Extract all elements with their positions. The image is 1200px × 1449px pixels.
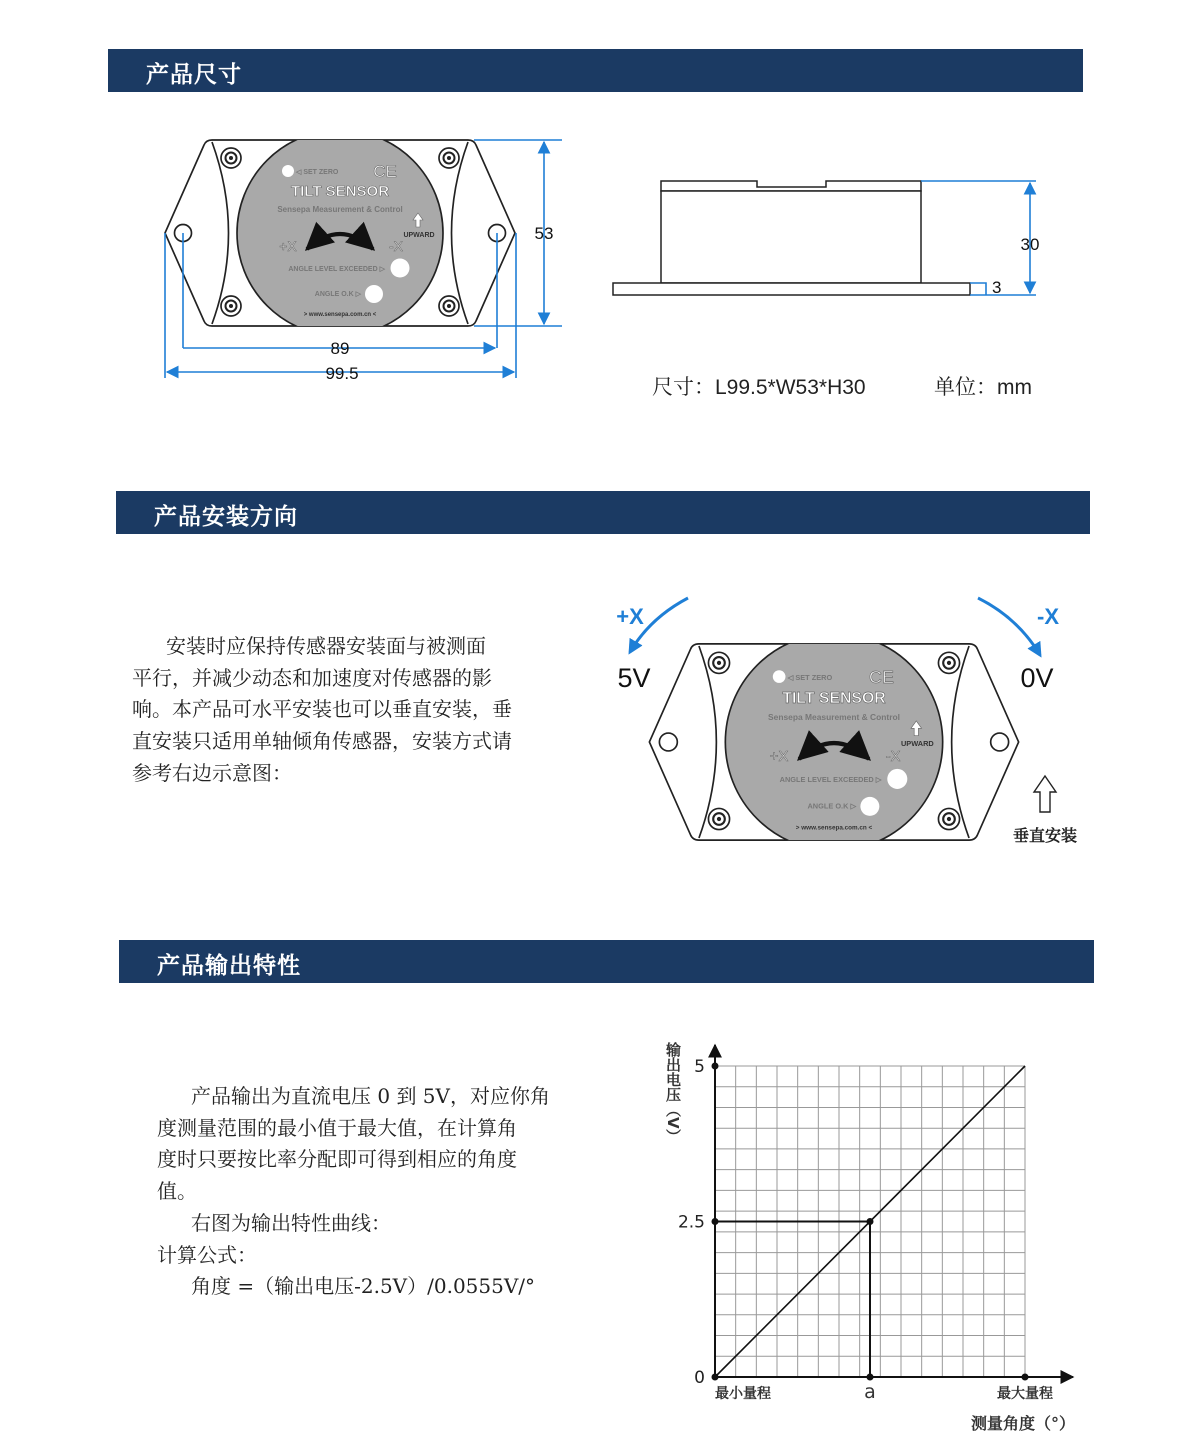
data-point xyxy=(712,1218,719,1225)
upward-label: UPWARD xyxy=(900,739,934,749)
dim-base-label: 3 xyxy=(992,278,1002,297)
x-tick-label: 最小量程 xyxy=(715,1386,771,1402)
dim-hole-span-label: 89 xyxy=(330,339,350,358)
screw-icon xyxy=(947,661,951,665)
sensor-maker: Sensepa Measurement & Control xyxy=(768,711,900,722)
paragraph-line: 角度 =（输出电压-2.5V）/0.0555V/° xyxy=(191,1274,536,1299)
mounting-hole xyxy=(659,733,677,751)
ce-mark: CE xyxy=(869,666,894,687)
minus-x-mark: -X xyxy=(885,748,901,765)
data-point xyxy=(867,1218,874,1225)
angle-exceeded-label: ANGLE LEVEL EXCEEDED ▷ xyxy=(779,775,882,785)
x-tick-label: a xyxy=(864,1381,876,1403)
y-tick-label: 2.5 xyxy=(677,1212,705,1233)
y-tick-label: 0 xyxy=(694,1368,705,1388)
screw-icon xyxy=(717,817,721,821)
section-title: 产品尺寸 xyxy=(146,62,242,88)
voltage-0v-label: 0V xyxy=(1020,663,1054,693)
sensor-install-view xyxy=(649,633,1018,850)
vertical-install-label: 垂直安装 xyxy=(1012,826,1078,845)
paragraph-line: 参考右边示意图： xyxy=(132,760,292,785)
screw-icon xyxy=(947,817,951,821)
unit-text: 单位：mm xyxy=(934,376,1032,399)
dim-height-label: 53 xyxy=(534,224,554,243)
paragraph-line: 右图为输出特性曲线： xyxy=(191,1210,391,1235)
screw-icon xyxy=(229,156,233,160)
voltage-5v-label: 5V xyxy=(617,663,651,693)
y-axis-label: 输出电压（V） xyxy=(664,1042,682,1144)
angle-ok-led xyxy=(365,285,383,303)
section-title: 产品输出特性 xyxy=(157,953,301,979)
upward-label: UPWARD xyxy=(403,232,435,239)
set-zero-button xyxy=(773,670,786,683)
sensor-top-view xyxy=(165,130,515,336)
sensor-side-view xyxy=(613,181,970,295)
data-point xyxy=(712,1374,719,1381)
x-tick-label: 最大量程 xyxy=(997,1386,1053,1402)
y-tick-label: 5 xyxy=(694,1057,705,1077)
set-zero-button xyxy=(282,165,294,177)
angle-exceeded-led xyxy=(887,769,907,789)
paragraph-line: 响。本产品可水平安装也可以垂直安装，垂 xyxy=(132,697,512,722)
plus-x-mark: +X xyxy=(279,238,297,254)
plus-x-label: +X xyxy=(616,604,644,629)
paragraph-line: 值。 xyxy=(157,1179,197,1204)
install-description xyxy=(132,631,512,790)
x-axis-label: 测量角度（°） xyxy=(970,1414,1075,1433)
set-zero-label: ◁ SET ZERO xyxy=(296,169,339,176)
data-point xyxy=(712,1063,719,1070)
sensor-title: TILT SENSOR xyxy=(782,689,886,707)
dimension-lines-side xyxy=(921,181,1036,295)
screw-icon xyxy=(229,304,233,308)
paragraph-line: 度时只要按比率分配即可得到相应的角度 xyxy=(157,1147,517,1172)
screw-icon xyxy=(447,304,451,308)
angle-exceeded-label: ANGLE LEVEL EXCEEDED ▷ xyxy=(288,266,385,273)
angle-ok-led xyxy=(860,797,879,816)
sensor-title: TILT SENSOR xyxy=(290,183,390,200)
paragraph-line: 产品输出为直流电压 0 到 5V，对应你角 xyxy=(191,1084,550,1108)
set-zero-label: ◁ SET ZERO xyxy=(787,672,833,682)
plus-x-mark: +X xyxy=(769,748,789,765)
dim-body-height-label: 30 xyxy=(1020,235,1040,254)
dim-length-label: 99.5 xyxy=(325,364,359,383)
sensor-maker: Sensepa Measurement & Control xyxy=(277,205,403,214)
paragraph-line: 直安装只适用单轴倾角传感器，安装方式请 xyxy=(132,729,512,754)
ce-mark: CE xyxy=(373,162,397,181)
data-point xyxy=(1022,1374,1029,1381)
angle-ok-label: ANGLE O.K ▷ xyxy=(314,291,361,298)
arrow-up-icon xyxy=(1034,776,1056,812)
paragraph-line: 计算公式： xyxy=(157,1242,257,1267)
angle-exceeded-led xyxy=(391,259,410,278)
minus-x-mark: -X xyxy=(389,238,403,254)
paragraph-line: 安装时应保持传感器安装面与被测面 xyxy=(166,634,486,658)
output-characteristic-chart xyxy=(664,1041,1075,1433)
screw-icon xyxy=(447,156,451,160)
data-point xyxy=(867,1374,874,1381)
tilt-minus-arrow-icon xyxy=(978,598,1040,655)
output-description xyxy=(157,1081,550,1303)
paragraph-line: 平行，并减少动态和加速度对传感器的影 xyxy=(132,665,492,690)
minus-x-label: -X xyxy=(1037,604,1059,629)
size-text: 尺寸：L99.5*W53*H30 xyxy=(652,376,866,399)
angle-ok-label: ANGLE O.K ▷ xyxy=(807,801,857,811)
mounting-hole xyxy=(991,733,1009,751)
paragraph-line: 度测量范围的最小值于最大值，在计算角 xyxy=(157,1115,517,1140)
website-label: > www.sensepa.com.cn < xyxy=(303,312,377,318)
screw-icon xyxy=(717,661,721,665)
website-label: > www.sensepa.com.cn < xyxy=(795,824,873,832)
section-title: 产品安装方向 xyxy=(154,504,298,530)
